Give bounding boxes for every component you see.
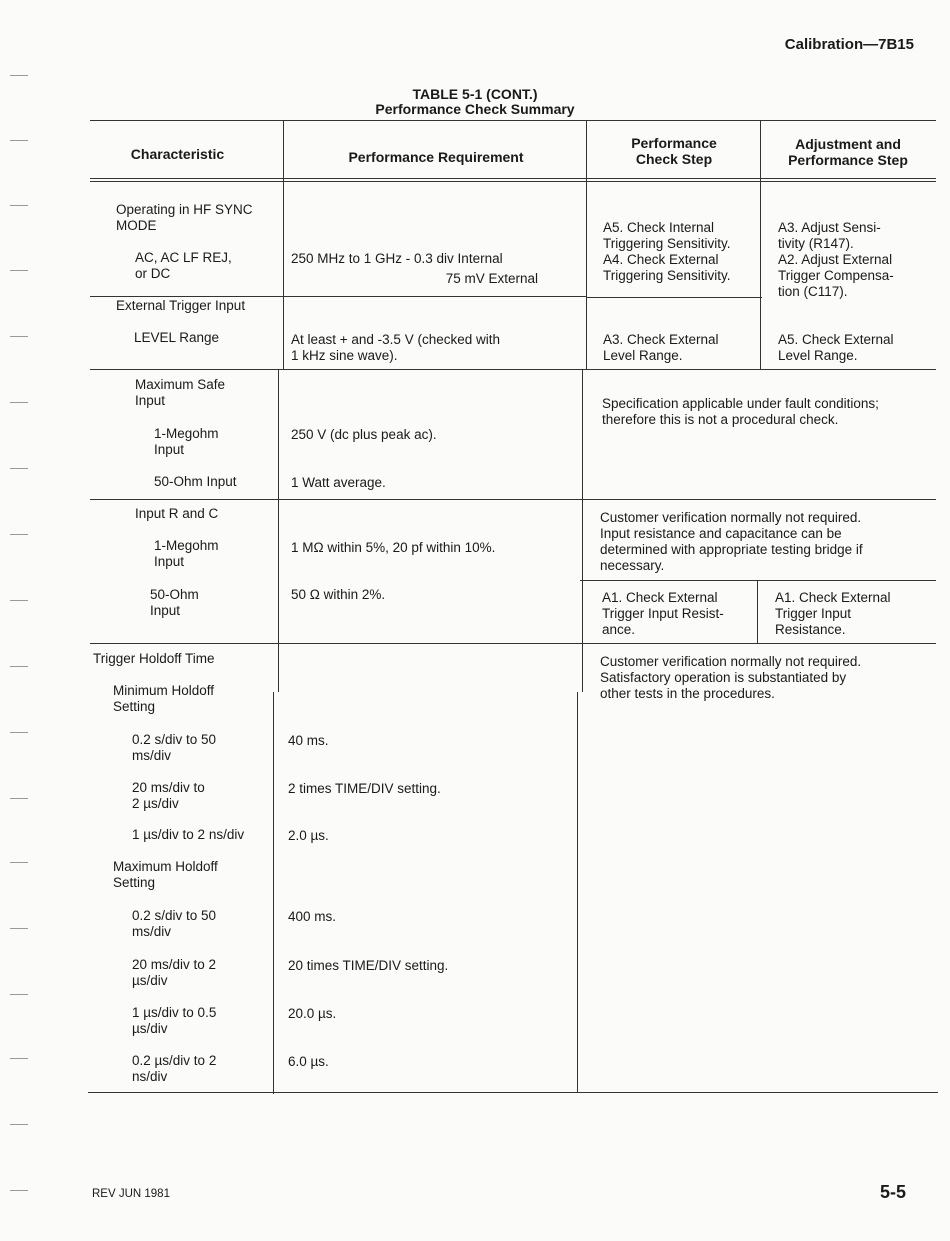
col-rule — [283, 120, 284, 370]
max-safe-50ohm: 50-Ohm Input — [154, 474, 237, 489]
holdoff-range-1: 0.2 s/div to 50 ms/div — [132, 732, 217, 763]
level-range-requirement: At least + and -3.5 V (checked with 1 kHz sine wave). — [291, 332, 500, 363]
input-rc-50ohm: 50-Ohm Input — [150, 587, 199, 618]
margin-mark — [10, 862, 28, 863]
col-rule — [757, 580, 758, 643]
holdoff-range-5: 20 ms/div to 2 µs/div — [132, 957, 217, 988]
col-header-check-step: Performance Check Step — [631, 135, 717, 167]
header-rule — [90, 178, 936, 179]
col-header-characteristic: Characteristic — [130, 146, 225, 162]
revision-date: REV JUN 1981 — [92, 1188, 170, 1200]
input-rc-characteristic: Input R and C — [135, 506, 219, 521]
row-rule — [586, 297, 762, 298]
row-rule — [90, 499, 936, 500]
margin-mark — [10, 205, 28, 206]
holdoff-range-7: 0.2 µs/div to 2 ns/div — [132, 1053, 217, 1084]
holdoff-range-6-requirement: 20.0 µs. — [288, 1006, 337, 1021]
col-rule — [278, 370, 279, 692]
margin-mark — [10, 666, 28, 667]
holdoff-range-7-requirement: 6.0 µs. — [288, 1054, 329, 1069]
margin-mark — [10, 928, 28, 929]
table-title: TABLE 5-1 (CONT.) — [412, 86, 538, 102]
holdoff-range-3: 1 µs/div to 2 ns/div — [132, 827, 245, 842]
margin-mark — [10, 75, 28, 76]
header-rule-double — [90, 181, 936, 182]
row-rule — [90, 369, 936, 370]
holdoff-range-3-requirement: 2.0 µs. — [288, 828, 329, 843]
row-rule — [90, 643, 936, 644]
holdoff-range-4: 0.2 s/div to 50 ms/div — [132, 908, 217, 939]
holdoff-range-4-requirement: 400 ms. — [288, 909, 337, 924]
holdoff-range-2-requirement: 2 times TIME/DIV setting. — [288, 781, 441, 796]
table-subtitle: Performance Check Summary — [375, 101, 575, 117]
hf-sync-requirement: 250 MHz to 1 GHz - 0.3 div Internal — [291, 251, 503, 266]
margin-mark — [10, 1190, 28, 1191]
max-holdoff-label: Maximum Holdoff Setting — [113, 859, 218, 890]
level-range-label: LEVEL Range — [134, 330, 220, 345]
col-rule — [273, 692, 274, 1094]
input-rc-megohm: 1-Megohm Input — [154, 538, 219, 569]
margin-mark — [10, 402, 28, 403]
holdoff-range-5-requirement: 20 times TIME/DIV setting. — [288, 958, 449, 973]
max-safe-50ohm-requirement: 1 Watt average. — [291, 475, 386, 490]
input-rc-check-step: A1. Check External Trigger Input Resist- ance. — [602, 590, 724, 637]
holdoff-range-1-requirement: 40 ms. — [288, 733, 329, 748]
row-rule — [580, 580, 936, 581]
ext-trigger-characteristic: External Trigger Input — [116, 298, 246, 313]
hf-sync-characteristic: Operating in HF SYNC MODE — [116, 202, 253, 233]
margin-mark — [10, 534, 28, 535]
level-range-adjust-step: A5. Check External Level Range. — [778, 332, 894, 363]
hf-sync-adjust-step: A3. Adjust Sensi- tivity (R147). A2. Adjust External Trigger Compensa- tion (C117). — [778, 220, 894, 299]
max-safe-megohm: 1-Megohm Input — [154, 426, 219, 457]
min-holdoff-label: Minimum Holdoff Setting — [113, 683, 215, 714]
level-range-check-step: A3. Check External Level Range. — [603, 332, 719, 363]
max-safe-characteristic: Maximum Safe Input — [135, 377, 226, 408]
margin-mark — [10, 994, 28, 995]
margin-mark — [10, 140, 28, 141]
col-rule — [582, 370, 583, 692]
margin-mark — [10, 600, 28, 601]
max-safe-note: Specification applicable under fault conditions; therefore this is not a procedural check. — [602, 396, 879, 427]
holdoff-note: Customer verification normally not required. Satisfactory operation is substantiated by other tests in the procedures. — [600, 654, 862, 701]
hf-sync-requirement-ext: 75 mV External — [445, 271, 538, 286]
col-header-requirement: Performance Requirement — [348, 149, 524, 165]
col-rule — [577, 692, 578, 1092]
margin-mark — [10, 270, 28, 271]
col-rule — [586, 120, 587, 370]
section-header: Calibration—7B15 — [784, 36, 914, 53]
margin-mark — [10, 336, 28, 337]
hf-sync-check-step: A5. Check Internal Triggering Sensitivity. A4. Check External Triggering Sensitivity. — [603, 220, 731, 283]
margin-mark — [10, 468, 28, 469]
max-safe-megohm-requirement: 250 V (dc plus peak ac). — [291, 427, 437, 442]
input-rc-adjust-step: A1. Check External Trigger Input Resistance. — [775, 590, 891, 637]
table-bottom-rule — [88, 1092, 938, 1093]
holdoff-range-6: 1 µs/div to 0.5 µs/div — [132, 1005, 217, 1036]
margin-mark — [10, 732, 28, 733]
margin-mark — [10, 1058, 28, 1059]
input-rc-50ohm-requirement: 50 Ω within 2%. — [291, 587, 386, 602]
holdoff-characteristic: Trigger Holdoff Time — [93, 651, 215, 666]
col-rule — [760, 120, 761, 370]
table-top-rule — [90, 120, 936, 121]
margin-mark — [10, 798, 28, 799]
margin-mark — [10, 1124, 28, 1125]
hf-sync-coupling: AC, AC LF REJ, or DC — [135, 250, 232, 281]
row-rule — [90, 296, 586, 297]
input-rc-note: Customer verification normally not required. Input resistance and capacitance can be determined with appropriate testing bridge if necessary. — [600, 510, 863, 573]
col-header-adjust-step: Adjustment and Performance Step — [788, 136, 908, 168]
page-number: 5-5 — [879, 1182, 906, 1202]
input-rc-megohm-requirement: 1 MΩ within 5%, 20 pf within 10%. — [291, 540, 496, 555]
holdoff-range-2: 20 ms/div to 2 µs/div — [132, 780, 205, 811]
